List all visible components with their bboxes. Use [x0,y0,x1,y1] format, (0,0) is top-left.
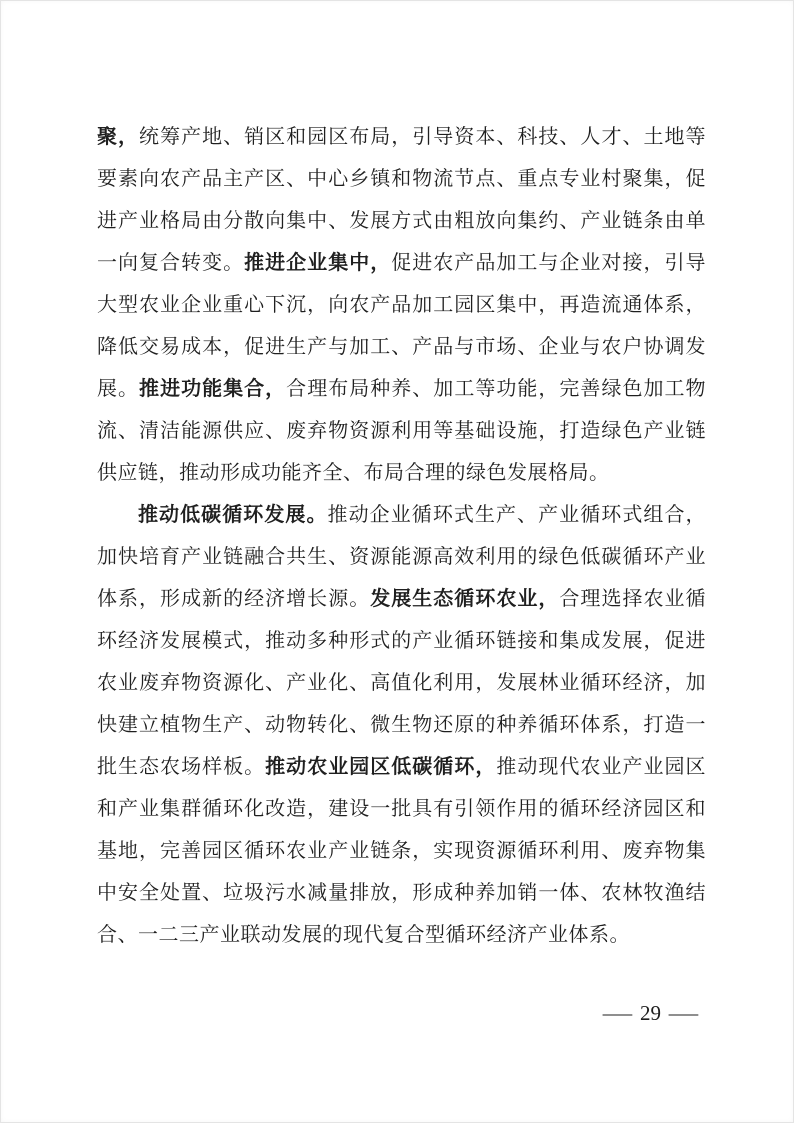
text-run: 推动现代农业产业园区和产业集群循环化改造，建设一批具有引领作用的循环经济园区和基地，完善园区循环农业产业链条，实现资源循环利用、废弃物集中安全处置、垃圾污水减量排放，形成种养加销一体、农林牧渔结合、一二三产业联动发展的现代复合型循环经济产业体系。 [97,756,707,946]
footer-dash-left: — [602,1001,633,1025]
text-run: 合理选择农业循环经济发展模式，推动多种形式的产业循环链接和集成发展，促进农业废弃物资源化、产业化、高值化利用，发展林业循环经济，加快建立植物生产、动物转化、微生物还原的种养循环体系，打造一批生态农场样板。 [97,588,707,778]
text-run: 促进农产品加工与企业对接，引导大型农业企业重心下沉，向农产品加工园区集中，再造流通体系，降低交易成本，促进生产与加工、产品与市场、企业与农户协调发展。 [97,252,706,400]
paragraph [97,494,706,956]
text-run: 统筹产地、销区和园区布局，引导资本、科技、人才、土地等要素向农产品主产区、中心乡镇和物流节点、重点专业村聚集，促进产业格局由分散向集中、发展方式由粗放向集约、产业链条由单一向复合转变。 [97,126,707,274]
page-number: 29 [640,1001,661,1025]
bold-text-run: 推进功能集合， [139,378,287,400]
text-run: 合理布局种养、加工等功能，完善绿色加工物流、清洁能源供应、废弃物资源利用等基础设施，打造绿色产业链供应链，推动形成功能齐全、布局合理的绿色发展格局。 [97,378,707,484]
document-body [97,116,706,956]
bold-text-run: 聚， [97,126,140,148]
footer-dash-right: — [668,1001,699,1025]
paragraph [97,116,706,494]
bold-text-run: 推动农业园区低碳循环， [265,756,497,778]
bold-text-run: 推进企业集中， [244,252,392,274]
bold-text-run: 发展生态循环农业， [370,588,560,610]
page-footer [602,1001,699,1026]
bold-text-run: 推动低碳循环发展。 [138,504,328,526]
text-run: 推动企业循环式生产、产业循环式组合，加快培育产业链融合共生、资源能源高效利用的绿色低碳循环产业体系，形成新的经济增长源。 [97,504,707,610]
